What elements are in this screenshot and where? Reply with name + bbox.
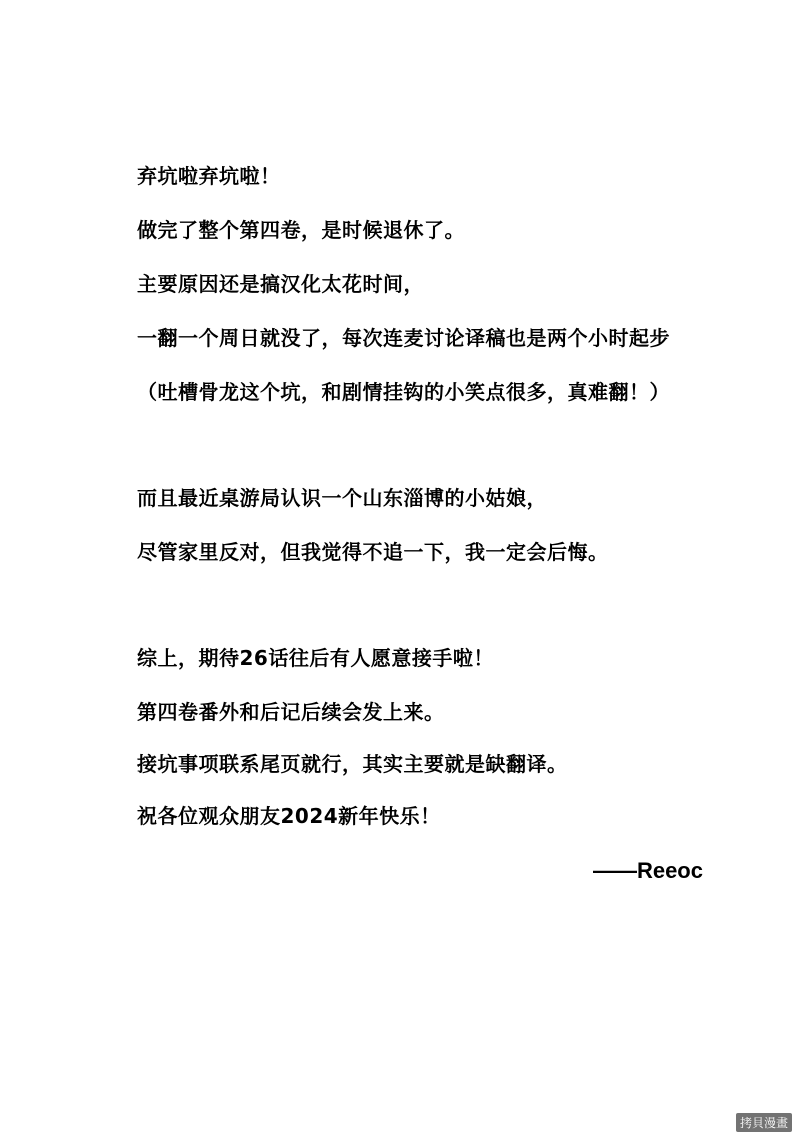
letter-line-9: 第四卷番外和后记后续会发上来。 — [137, 700, 445, 724]
letter-line-1: 弃坑啦弃坑啦！ — [137, 164, 281, 188]
letter-line-7: 尽管家里反对，但我觉得不追一下，我一定会后悔。 — [137, 540, 609, 564]
letter-line-2: 做完了整个第四卷，是时候退休了。 — [137, 218, 465, 242]
letter-line-3: 主要原因还是搞汉化太花时间， — [137, 272, 424, 296]
letter-line-5: （吐槽骨龙这个坑，和剧情挂钩的小笑点很多，真难翻！） — [137, 380, 670, 404]
watermark-logo: 拷貝漫畫 — [736, 1113, 792, 1132]
signature: ——Reeoc — [592, 858, 703, 883]
letter-line-8: 综上，期待26话往后有人愿意接手啦！ — [137, 646, 494, 670]
letter-line-11: 祝各位观众朋友2024新年快乐！ — [137, 804, 441, 828]
letter-line-10: 接坑事项联系尾页就行，其实主要就是缺翻译。 — [137, 752, 568, 776]
letter-line-4: 一翻一个周日就没了，每次连麦讨论译稿也是两个小时起步 — [137, 326, 670, 350]
letter-line-6: 而且最近桌游局认识一个山东淄博的小姑娘， — [137, 486, 547, 510]
